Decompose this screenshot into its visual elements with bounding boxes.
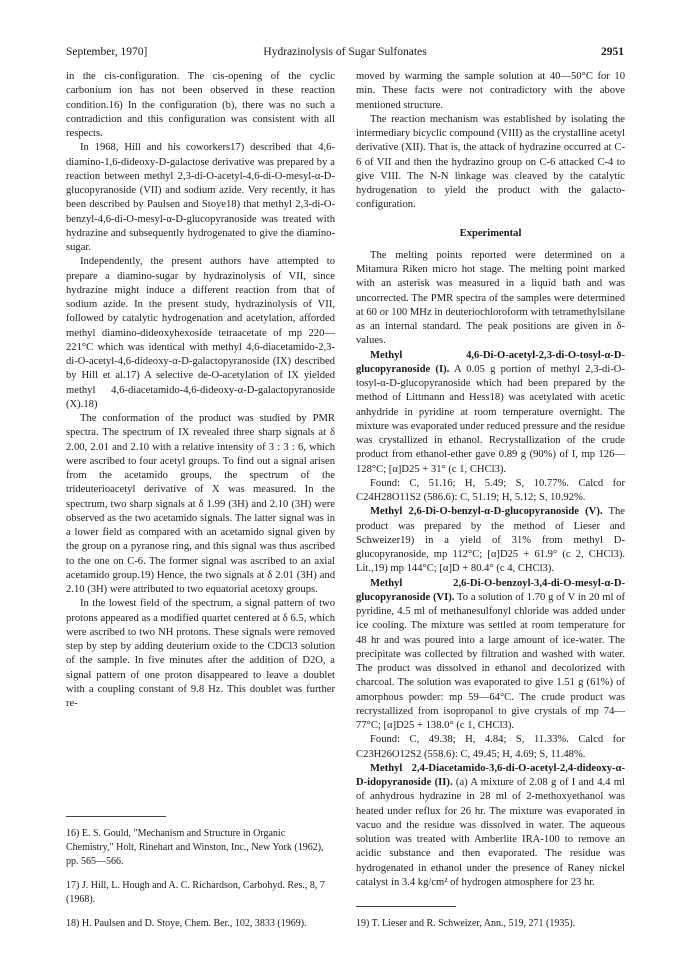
paragraph: The conformation of the product was studied by PMR spectra. The spectrum of IX revealed three sharp signals at δ 2.00, 2.01 and 2.10 with a relative intensity of 3 : 3 : 6, which were ascribed to four acetyl groups. To find out a signal arisen from the acetamido groups, the spectrum of the trideuterioacetyl derivative of X was measured. In the spectrum, two sharp signals at δ 1.99 (3H) and 2.10 (3H) were observed as the two acetamido signals. The latter signal was in a lower field as compared with an acetamido signal given by the group on a pyranose ring, and this signal was thus ascribed to the one on C-6. The former signal was ascribed to an axial acetamido group.19) Hence, the two signals at δ 2.01 (3H) and 2.10 (3H) were attributed to two equatorial acetoxy groups. xyxy=(66,413,335,595)
compound-entry xyxy=(356,762,625,890)
paragraph: in the cis-configuration. The cis-opening of the cyclic carbonium ion has not been observed in these reaction condition.16) In the configuration (b), there was no such a contradiction and this configuration was consistent with all respects. xyxy=(66,71,335,139)
footnote: 16) E. S. Gould, "Mechanism and Structure in Organic Chemistry," Holt, Rinehart and Winston, Inc., New York (1962), pp. 565—566. xyxy=(66,828,324,867)
page-header xyxy=(66,46,624,62)
compound-text: (a) A mixture of 2.08 g of I and 4.4 ml of anhydrous hydrazine in 28 ml of 2-methoxyethanol was heated under reflux for 26 hr. The mixture was evaporated in vacuo and the residue was dissolved in water. The aqueous solution was treated with Amberlite IRA-100 to remove an acidic substance and then evaporated. The residue was hydrogenated in ethanol under the presence of Raney nickel catalyst in 3.4 kg/cm² of hydrogen atmosphere for 23 hr. xyxy=(356,777,625,888)
paragraph: The reaction mechanism was established by isolating the intermediary bicyclic compound (VIII) as the crystalline acetyl derivative (XII). That is, the attack of hydrazine occurred at C-6 of VII and then the hydrazino group on C-6 attacked C-4 to give VIII. The N-N linkage was cleaved by the catalytic hydrogenation to yield the product with the galacto-configuration. xyxy=(356,113,625,211)
compound-entry xyxy=(356,505,625,576)
footnotes-left xyxy=(66,810,335,941)
header-date: September, 1970] xyxy=(66,46,148,58)
footnote: 19) T. Lieser and R. Schweizer, Ann., 519, 271 (1935). xyxy=(356,918,576,929)
compound-name: Methyl 2,4-Diacetamido-3,6-di-O-acetyl-2,4-dideoxy-α-D-idopyranoside (II). xyxy=(356,762,625,788)
experimental-heading: Experimental xyxy=(459,227,522,239)
footnote: 17) J. Hill, L. Hough and A. C. Richardson, Carbohyd. Res., 8, 7 (1968). xyxy=(66,880,325,905)
elemental-analysis: Found: C, 49.38; H, 4.84; S, 11.33%. Calcd for C23H26O12S2 (558.6): C, 49.45; H, 4.69; S, 11.48%. xyxy=(356,734,625,760)
paragraph: moved by warming the sample solution at 40—50°C for 10 min. These facts were not contradictory with the above mentioned structure. xyxy=(356,71,625,111)
page-number: 2951 xyxy=(601,46,624,58)
right-column xyxy=(356,70,625,890)
footnote: 18) H. Paulsen and D. Stoye, Chem. Ber., 102, 3833 (1969). xyxy=(66,918,307,929)
footnote-rule xyxy=(66,816,166,817)
paragraph: Independently, the present authors have attempted to prepare a diamino-sugar by hydrazinolysis of VII, since hydrazine might induce a different reaction from that of sodium azide. In the present study, hydrazinolysis of VII, followed by catalytic hydrogenation and acetylation, afforded methyl diamino-dideoxyhexoside tetraacetate of mp 220—221°C which was identical with methyl 4,6-diacetamido-2,3-di-O-acetyl-4,6-dideoxy-α-D-galactopyranoside (IX) described by Hill et al.17) A selective de-O-acetylation of IX yielded methyl 4,6-diacetamido-4,6-dideoxy-α-D-galactopyranoside (X).18) xyxy=(66,256,335,410)
footnote-rule xyxy=(356,906,456,907)
paragraph: In 1968, Hill and his coworkers17) described that 4,6-diamino-1,6-dideoxy-D-galactose derivative was prepared by a reaction between methyl 2,3-di-O-acetyl-4,6-di-O-mesyl-α-D-glucopyranoside (VII) and sodium azide. Very recently, it has been described by Paulsen and Stoye18) that methyl 2,3-di-O-benzyl-4,6-di-O-mesyl-α-D-glucopyranoside was treated with hydrazine and subsequently hydrogenated to give the diamino-sugar. xyxy=(66,142,335,253)
compound-text: To a solution of 1.70 g of V in 20 ml of pyridine, 4.5 ml of methanesulfonyl chloride was added under ice cooling. The mixture was settled at room temperature for 48 hr and was poured into a large amount of ice-water. The precipitate was collected by filtration and washed with water. The product was dissolved in ethanol and decolorized with charcoal. The solution was evaporated to give 1.51 g (61%) of amorphous powder: mp 59—64°C. The crude product was recrystallized from isopropanol to give crystals of mp 74—77°C; [α]D25 + 138.0° (c 1, CHCl3). xyxy=(356,591,625,731)
left-column xyxy=(66,70,335,711)
compound-text: The product was prepared by the method of Lieser and Schweizer19) in a yield of 31% from methyl D-glucopyranoside, mp 112°C; [α]D25 + 61.9° (c 2, CHCl3). Lit.,19) mp 144°C; [α]D + 80.4° (c 4, CHCl3). xyxy=(356,506,625,575)
paragraph: In the lowest field of the spectrum, a signal pattern of two protons appeared as a modified quartet centered at δ 6.5, which were ascribed to two NH protons. These signals were removed step by step by adding deuterium oxide to the CDCl3 solution of the sample. In five minutes after the addition of D2O, a signal pattern of one proton disappeared to leave a doublet with a coupling constant of 9.8 Hz. This doublet was further re- xyxy=(66,598,335,709)
compound-name: Methyl 2,6-Di-O-benzyl-α-D-glucopyranoside (V). xyxy=(370,506,603,518)
elemental-analysis: Found: C, 51.16; H, 5.49; S, 10.77%. Calcd for C24H28O11S2 (586.6): C, 51.19; H, 5.12; S, 10.92%. xyxy=(356,477,625,503)
compound-text: A 0.05 g portion of methyl 2,3-di-O-tosyl-α-D-glucopyranoside which had been prepared by the method of Littmann and Hess18) was acetylated with acetic anhydride in pyridine at room temperature overnight. The mixture was evaporated under reduced pressure and the residue was crystallized in ethanol. Recrystallization of the crude product from ethanol-ether gave 0.89 g (90%) of I, mp 126—128°C; [α]D25 + 31° (c 1, CHCl3). xyxy=(356,363,625,475)
compound-entry xyxy=(356,577,625,734)
experimental-intro: The melting points reported were determined on a Mitamura Riken micro hot stage. The melting point marked with an asterisk was measured in a liquid bath and was uncorrected. The PMR spectra of the samples were determined at 60 or 100 MHz in deuteriochloroform with tetramethylsilane as an internal standard. The peak positions are given in δ-values. xyxy=(356,249,625,347)
footnotes-right xyxy=(356,900,625,941)
header-title: Hydrazinolysis of Sugar Sulfonates xyxy=(263,46,427,58)
compound-name: Methyl 2,6-Di-O-benzoyl-3,4-di-O-mesyl-α-D-glucopyranoside (VI). xyxy=(356,577,625,603)
compound-name: Methyl 4,6-Di-O-acetyl-2,3-di-O-tosyl-α-D-glucopyranoside (I). xyxy=(356,349,625,375)
compound-entry xyxy=(356,349,625,477)
